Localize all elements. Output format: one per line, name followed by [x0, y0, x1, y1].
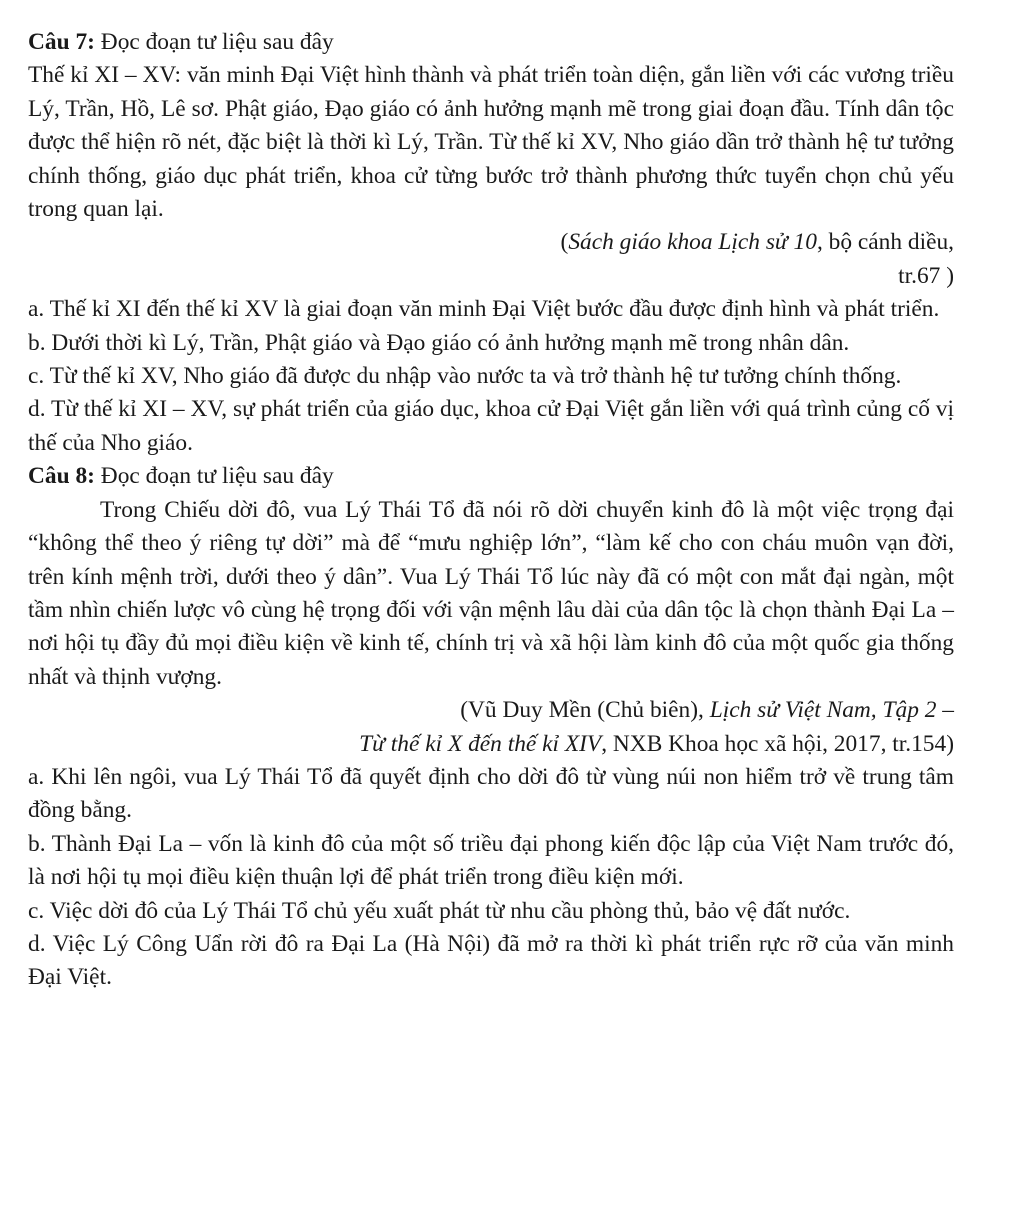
question-8-source-author: (Vũ Duy Mền (Chủ biên),: [460, 697, 710, 724]
question-8-option-b: b. Thành Đại La – vốn là kinh đô của một số triều đại phong kiến độc lập của Việt Nam trước đó, là nơi hội tụ mọi điều kiện thuận lợi để phát triển trong điều kiện mới.: [28, 830, 954, 891]
question-7-option-a: a. Thế kỉ XI đến thế kỉ XV là giai đoạn văn minh Đại Việt bước đầu được định hình và phát triển.: [28, 296, 940, 323]
document-page: [28, 26, 954, 995]
question-7-source-open: (: [560, 229, 569, 256]
question-7-option-d: d. Từ thế kỉ XI – XV, sự phát triển của giáo dục, khoa cử Đại Việt gắn liền với quá trình củng cố vị thế của Nho giáo.: [28, 396, 954, 456]
question-7-intro: Đọc đoạn tư liệu sau đây: [100, 29, 334, 55]
question-8-option-d: d. Việc Lý Công Uẩn rời đô ra Đại La (Hà Nội) đã mở ra thời kì phát triển rực rỡ của văn minh Đại Việt.: [28, 930, 954, 991]
question-7-source-rest: , bộ cánh diều,: [816, 229, 954, 256]
question-8-passage: Trong Chiếu dời đô, vua Lý Thái Tổ đã nói rõ dời chuyển kinh đô là một việc trọng đại “không thể theo ý riêng tự dời” mà để “mưu nghiệp lớn”, “làm kế cho con cháu muôn vạn đời, trên kính mệnh trời, dưới theo ý dân”. Vua Lý Thái Tổ lúc này đã có một con mắt đại ngàn, một tầm nhìn chiến lược vô cùng hệ trọng đối với vận mệnh lâu dài của dân tộc là chọn thành Đại La – nơi hội tụ đầy đủ mọi điều kiện về kinh tế, chính trị và xã hội làm kinh đô của một quốc gia thống nhất và thịnh vượng.: [28, 496, 954, 690]
question-8-source-title-1: Lịch sử Việt Nam, Tập 2 –: [709, 697, 954, 724]
question-8-source-rest: , NXB Khoa học xã hội, 2017, tr.154): [601, 730, 954, 757]
question-7-heading: [28, 26, 954, 59]
question-7-option-c: c. Từ thế kỉ XV, Nho giáo đã được du nhập vào nước ta và trở thành hệ tư tưởng chính thống.: [28, 363, 902, 390]
question-8-source-line-1: [28, 694, 954, 727]
question-8-intro: Đọc đoạn tư liệu sau đây: [100, 463, 334, 490]
question-7-source-title: Sách giáo khoa Lịch sử 10: [568, 229, 817, 256]
question-7-source: [28, 226, 954, 259]
question-8-option-c: c. Việc dời đô của Lý Thái Tổ chủ yếu xuất phát từ nhu cầu phòng thủ, bảo vệ đất nước.: [28, 897, 851, 924]
question-7-source-page: tr.67 ): [898, 262, 954, 289]
question-8-source-line-2: [28, 728, 954, 761]
question-8-source-title-2: Từ thế kỉ X đến thế kỉ XIV: [359, 730, 602, 757]
question-8-option-a: a. Khi lên ngôi, vua Lý Thái Tổ đã quyết định cho dời đô từ vùng núi non hiểm trở về trung tâm đồng bằng.: [28, 763, 954, 824]
question-7-option-b: b. Dưới thời kì Lý, Trần, Phật giáo và Đạo giáo có ảnh hưởng mạnh mẽ trong nhân dân.: [28, 329, 850, 356]
question-8-heading: [28, 460, 954, 493]
question-7-label: Câu 7:: [28, 29, 95, 55]
question-7-passage: Thế kỉ XI – XV: văn minh Đại Việt hình thành và phát triển toàn diện, gắn liền với các vương triều Lý, Trần, Hồ, Lê sơ. Phật giáo, Đạo giáo có ảnh hưởng mạnh mẽ trong giai đoạn đầu. Tính dân tộc được thể hiện rõ nét, đặc biệt là thời kì Lý, Trần. Từ thế kỉ XV, Nho giáo dần trở thành hệ tư tưởng chính thống, giáo dục phát triển, khoa cử từng bước trở thành phương thức tuyển chọn chủ yếu trong quan lại.: [28, 62, 954, 223]
question-8-label: Câu 8:: [28, 463, 95, 490]
